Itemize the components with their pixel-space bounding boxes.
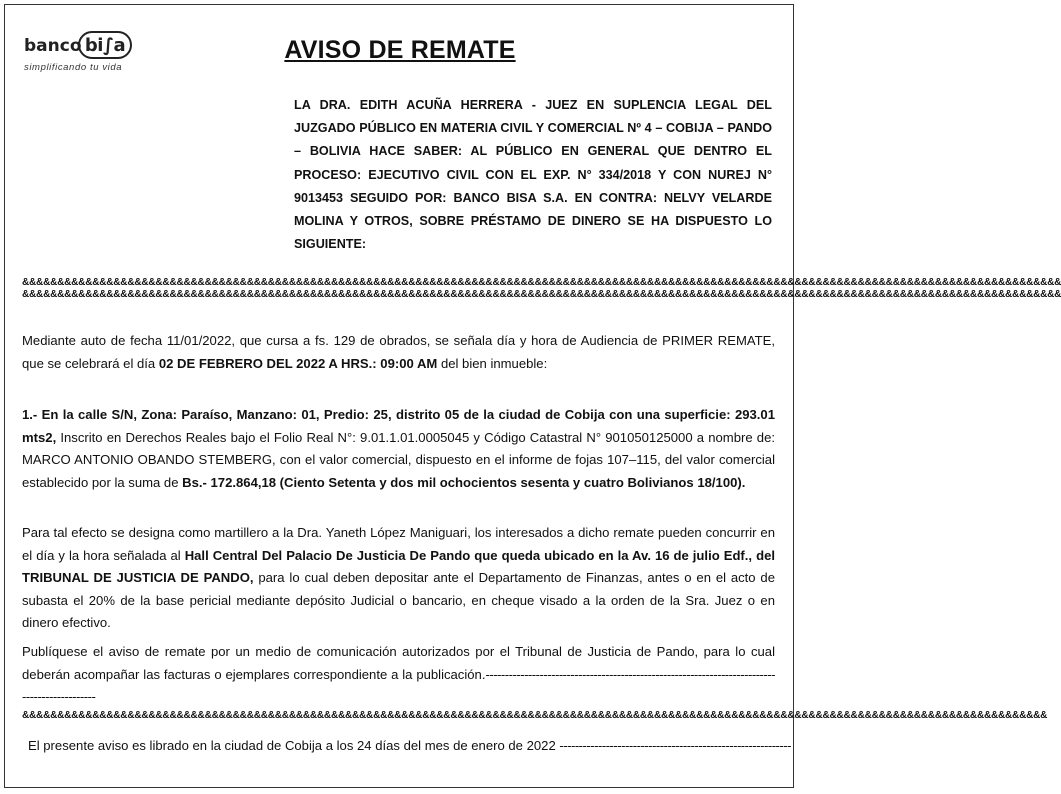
logo-bisa-text: bi∫a xyxy=(84,34,126,56)
property-value-bold: Bs.- 172.864,18 (Ciento Setenta y dos mil ochocientos sesenta y cuatro Bolivianos 18/100). xyxy=(182,474,746,490)
separator-line: &&&&&&&&&&&&&&&&&&&&&&&&&&&&&&&&&&&&&&&&&&&&&&&&&&&&&&&&&&&&&&&&&&&&&&&&&&&&&&&&&&&&&&&&&&&&&&&&&&&&&&&&&&&&&&&&&&&&&&&&&&&&&&&&&&&&&&&&&&&&&&&&&&&& xyxy=(22,277,1061,288)
notice-title: AVISO DE REMATE xyxy=(284,36,516,64)
logo-banco-text: banco xyxy=(24,36,82,56)
text-run: Inscrito en Derechos Reales bajo el Folio Real N°: 9.01.1.01.0005045 y Código Catastral N° 901050125000 a nombre de: MARCO ANTONIO OBANDO STEMBERG, con el valor comercial, dispuesto en el informe de fojas 107–115, del valor comercial establecido por la suma de xyxy=(22,429,775,490)
text-run: Mediante auto de fecha 11/01/2022, que cursa a fs. 129 de obrados, se señala día y hora de Audiencia de PRIMER REMATE, que se celebrará el día xyxy=(22,333,775,371)
property-paragraph xyxy=(22,404,775,494)
auctioneer-paragraph xyxy=(22,522,775,635)
closing-text: El presente aviso es librado en la ciudad de Cobija a los 24 días del mes de enero de 2022 xyxy=(28,738,560,753)
separator-line: &&&&&&&&&&&&&&&&&&&&&&&&&&&&&&&&&&&&&&&&&&&&&&&&&&&&&&&&&&&&&&&&&&&&&&&&&&&&&&&&&&&&&&&&&&&&&&&&&&&&&&&&&&&&&&&&&&&&&&&&&&&&&&&&&&&&&&&&&&&&&&&&&&&& xyxy=(22,289,1061,300)
separator-line: &&&&&&&&&&&&&&&&&&&&&&&&&&&&&&&&&&&&&&&&&&&&&&&&&&&&&&&&&&&&&&&&&&&&&&&&&&&&&&&&&&&&&&&&&&&&&&&&&&&&&&&&&&&&&&&&&&&&&&&&&&&&&&&&&&&&&&&&&&&&&&&&&& xyxy=(22,710,1048,721)
text-run: del bien inmueble: xyxy=(437,355,548,371)
property-address-bold: 1.- En la calle S/N, Zona: Paraíso, Manzano: 01, Predio: 25, distrito 05 de la ciudad de Cobija con una superficie: 293.01 mts2, xyxy=(22,407,775,445)
intro-paragraph: LA DRA. EDITH ACUÑA HERRERA - JUEZ EN SUPLENCIA LEGAL DEL JUZGADO PÚBLICO EN MATERIA CIVIL Y COMERCIAL Nº 4 – COBIJA – PANDO – BOLIVIA HACE SABER: AL PÚBLICO EN GENERAL QUE DENTRO EL PROCESO: EJECUTIVO CIVIL CON EL EXP. N° 334/2018 Y CON NUREJ N° 9013453 SEGUIDO POR: BANCO BISA S.A. EN CONTRA: NELVY VELARDE MOLINA Y OTROS, SOBRE PRÉSTAMO DE DINERO SE HA DISPUESTO LO SIGUIENTE: xyxy=(294,98,772,252)
auction-date-paragraph xyxy=(22,330,775,375)
text-run: Publíquese el aviso de remate por un medio de comunicación autorizados por el Tribunal de Justicia de Pando, para lo cual deberán acompañar las facturas o ejemplares correspondiente a la publicación. xyxy=(22,644,775,682)
text-run: para lo cual deben depositar ante el Departamento de Finanzas, antes o en el acto de subasta el 20% de la base pericial mediante depósito Judicial o bancario, en cheque visado a la orden de la Sra. Juez o en dinero efectivo. xyxy=(22,570,775,631)
auction-date-bold: 02 DE FEBRERO DEL 2022 A HRS.: 09:00 AM xyxy=(158,355,438,371)
text-run: Para tal efecto se designa como martillero a la Dra. Yaneth López Maniguari, los interesados a dicho remate pueden concurrir en el día y la hora señalada al xyxy=(22,525,775,563)
closing-line xyxy=(28,735,791,757)
dash-filler: ---------------------------------------------------------------------------------------------- xyxy=(22,666,775,705)
logo-tagline: simplificando tu vida xyxy=(24,62,123,73)
publication-paragraph xyxy=(22,641,775,709)
dash-filler: ------------------------------------------------------------ xyxy=(559,738,791,753)
venue-bold: Hall Central Del Palacio De Justicia De Pando que queda ubicado en la Av. 16 de julio Edf., del TRIBUNAL DE JUSTICIA DE PANDO, xyxy=(22,547,775,586)
